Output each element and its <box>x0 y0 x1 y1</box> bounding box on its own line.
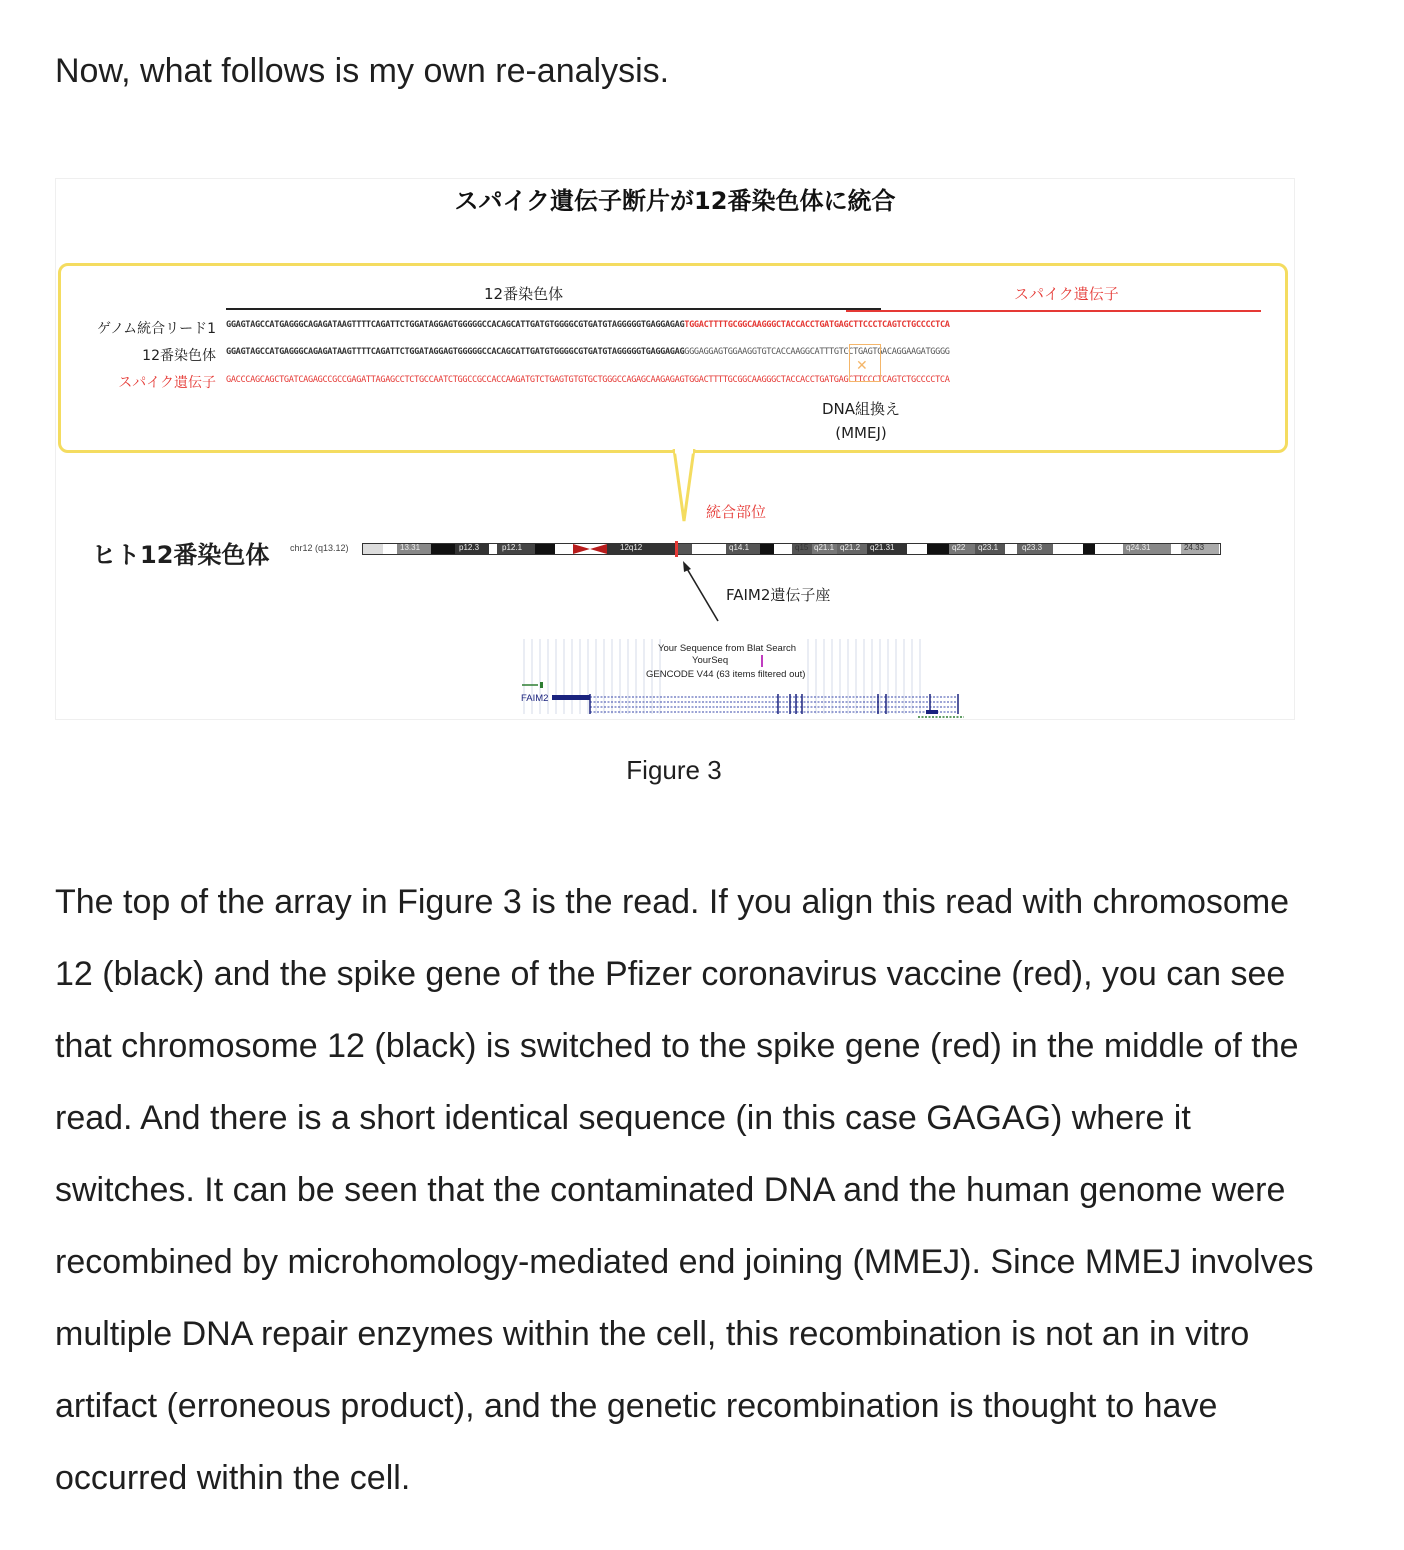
figure-title: スパイク遺伝子断片が12番染色体に統合 <box>454 187 896 215</box>
band-label: 12q12 <box>620 543 643 552</box>
locus-arrow-icon <box>676 559 726 625</box>
row-label-spike: スパイク遺伝子 <box>118 375 216 391</box>
band-label: q21.2 <box>840 543 861 552</box>
band-label: q23.1 <box>978 543 999 552</box>
chromosome-position-label: chr12 (q13.12) <box>290 543 349 553</box>
band-label: q23.3 <box>1022 543 1043 552</box>
row-label-read: ゲノム統合リード1 <box>97 321 216 337</box>
figure-3-image <box>55 178 1295 720</box>
spike-header-label: スパイク遺伝子 <box>1014 285 1119 303</box>
chr12-span-bar <box>226 308 881 310</box>
read-sequence <box>226 320 950 330</box>
dna-label-line1: DNA組換え <box>821 400 901 418</box>
figure-caption: Figure 3 <box>626 755 722 785</box>
dna-label-line2: (MMEJ) <box>835 424 887 442</box>
band-label: q24.31 <box>1126 543 1151 552</box>
band-label: q21.31 <box>870 543 895 552</box>
track-gene-label: FAIM2 <box>521 693 549 704</box>
band-label: 24.33 <box>1184 543 1205 552</box>
track-yourseq-label: YourSeq <box>692 655 729 666</box>
band-label: q14.1 <box>729 543 750 552</box>
track-blat-title: Your Sequence from Blat Search <box>658 643 797 654</box>
ideogram-band-labels <box>362 543 1222 555</box>
band-label: 13.31 <box>400 543 421 552</box>
read-seq-spike-part: TGGACTTTTGCGGCAAGGGCTACCACCTGATGAGCTTCCCTCAGTCTGCCCCTCA <box>684 320 950 330</box>
chr12-seq-rest: GGGAGGAGTGGAAGGTGTCACCAAGGCATTTGTCCTGAGTGACAGGAAGATGGGG <box>684 347 950 357</box>
band-label: q22 <box>952 543 966 552</box>
integration-site-label: 統合部位 <box>706 503 767 521</box>
intro-text: Now, what follows is my own re-analysis. <box>55 52 670 90</box>
dna-recombination-label <box>796 397 926 445</box>
band-label: q21.1 <box>814 543 835 552</box>
track-gencode-label: GENCODE V44 (63 items filtered out) <box>646 669 806 680</box>
body-paragraph: The top of the array in Figure 3 is the read. If you align this read with chromosome 12 (black) and the spike gene of the Pfizer coronavirus vaccine (red), you can see that chromosome 12 (black) is switched to the spike gene (red) in the middle of the read. And there is a short identical sequence (in this case GAGAG) where it switches. It can be seen that the contaminated DNA and the human genome were recombined by microhomology-mediated end joining (MMEJ). Since MMEJ involves multiple DNA repair enzymes within the cell, this recombination is not an in vitro artifact (erroneous product), and the genetic recombination is thought to have occurred within the cell. <box>55 883 1314 1497</box>
band-label: p12.3 <box>459 543 480 552</box>
spike-seq: GACCCAGCAGCTGATCAGAGCCGCCGAGATTAGAGCCTCTGCCAATCTGGCCGCCACCAAGATGTCTGAGTGTGTGCTGGGCCAGAGCAAGAGAGTGGACTTTTGCGGCAAGGGCTACCACCTGATGAGCTTCCCTCAGTCTGCCCCTCA <box>226 375 950 385</box>
spike-sequence <box>226 375 950 385</box>
band-label: q15 <box>795 543 809 552</box>
gene-locus-label: FAIM2遺伝子座 <box>726 586 831 604</box>
chr12-seq-aligned-part: GGAGTAGCCATGAGGGCAGAGATAAGTTTTCAGATTCTGGATAGGAGTGGGGGCCACAGCATTGATGTGGGGCGTGATGTAGGGGGTGAGGAGAG <box>226 347 685 357</box>
chromosome-label: ヒト12番染色体 <box>92 541 270 569</box>
band-label: p12.1 <box>502 543 523 552</box>
spike-span-bar <box>846 310 1261 312</box>
read-seq-chr12-part: GGAGTAGCCATGAGGGCAGAGATAAGTTTTCAGATTCTGGATAGGAGTGGGGGCCACAGCATTGATGTGGGGCGTGATGTAGGGGGTGAGGAGAG <box>226 320 685 330</box>
chr12-sequence <box>226 347 950 357</box>
chr12-header-label: 12番染色体 <box>484 285 564 303</box>
row-label-chr12: 12番染色体 <box>142 348 216 364</box>
recombination-x-icon: ✕ <box>856 357 868 373</box>
